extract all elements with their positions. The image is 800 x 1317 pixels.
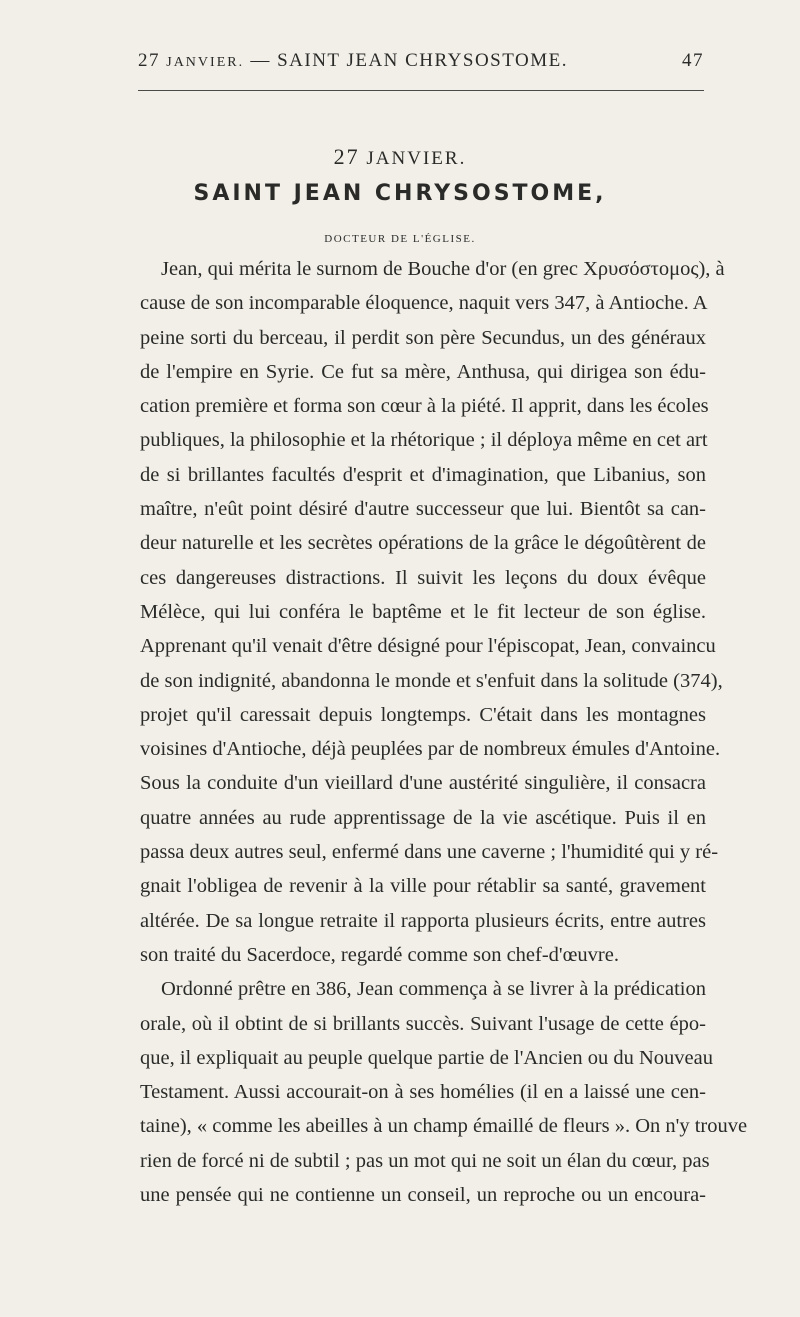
text-line: Sous la conduite d'un vieillard d'une austérité singulière, il consacra xyxy=(140,772,706,795)
text-line: une pensée qui ne contienne un conseil, un reproche ou un encoura- xyxy=(140,1184,706,1207)
text-line: orale, où il obtint de si brillants succès. Suivant l'usage de cette épo- xyxy=(140,1012,706,1035)
feast-date xyxy=(0,144,800,170)
page-number: 47 xyxy=(682,50,704,71)
text-line: Jean, qui mérita le surnom de Bouche d'or (en grec Χρυσόστομος), à xyxy=(161,258,725,280)
running-head-date-number: 27 xyxy=(138,50,160,71)
running-head-title xyxy=(138,50,682,72)
text-line: Mélèce, qui lui conféra le baptême et le fit lecteur de son église. xyxy=(140,600,706,623)
text-line: maître, n'eût point désiré d'autre successeur que lui. Bientôt sa can- xyxy=(140,498,706,521)
text-line: de l'empire en Syrie. Ce fut sa mère, Anthusa, qui dirigea son édu- xyxy=(140,360,706,383)
header-rule xyxy=(138,90,704,91)
text-line: son traité du Sacerdoce, regardé comme son chef-d'œuvre. xyxy=(140,943,619,966)
text-line: peine sorti du berceau, il perdit son père Secundus, un des généraux xyxy=(140,326,706,349)
text-line: voisines d'Antioche, déjà peuplées par de nombreux émules d'Antoine. xyxy=(140,738,721,761)
text-line: projet qu'il caressait depuis longtemps. C'était dans les montagnes xyxy=(140,703,706,726)
text-line: que, il expliquait au peuple quelque partie de l'Ancien ou du Nouveau xyxy=(140,1046,713,1069)
running-head-separator: — xyxy=(250,50,271,71)
saint-title: SAINT JEAN CHRYSOSTOME, xyxy=(193,181,607,206)
text-line: Testament. Aussi accourait-on à ses homélies (il en a laissé une cen- xyxy=(140,1081,706,1104)
running-head xyxy=(138,50,704,72)
text-line: cation première et forma son cœur à la piété. Il apprit, dans les écoles xyxy=(140,395,709,418)
text-line: ces dangereuses distractions. Il suivit les leçons du doux évêque xyxy=(140,566,706,589)
text-line: taine), « comme les abeilles à un champ émaillé de fleurs ». On n'y trouve xyxy=(140,1115,748,1138)
running-head-date-month: JANVIER. xyxy=(166,55,245,70)
text-line: rien de forcé ni de subtil ; pas un mot qui ne soit un élan du cœur, pas xyxy=(140,1149,710,1172)
text-line: altérée. De sa longue retraite il rapporta plusieurs écrits, entre autres xyxy=(140,909,706,932)
feast-date-month: JANVIER. xyxy=(366,148,467,169)
text-line: cause de son incomparable éloquence, naquit vers 347, à Antioche. A xyxy=(140,292,708,315)
text-line: Apprenant qu'il venait d'être désigné pour l'épiscopat, Jean, convaincu xyxy=(140,635,716,658)
text-line: quatre années au rude apprentissage de la vie ascétique. Puis il en xyxy=(140,806,706,829)
text-line: Ordonné prêtre en 386, Jean commença à se livrer à la prédication xyxy=(161,978,706,1001)
text-line: deur naturelle et les secrètes opérations de la grâce le dégoûtèrent de xyxy=(140,532,706,555)
text-line: gnait l'obligea de revenir à la ville pour rétablir sa santé, gravement xyxy=(140,875,706,898)
text-line: publiques, la philosophie et la rhétorique ; il déploya même en cet art xyxy=(140,429,708,452)
saint-subtitle: DOCTEUR DE L'ÉGLISE. xyxy=(324,233,476,245)
text-line: de son indignité, abandonna le monde et s'enfuit dans la solitude (374), xyxy=(140,669,723,692)
running-head-saint: SAINT JEAN CHRYSOSTOME. xyxy=(277,50,568,71)
feast-date-number: 27 xyxy=(333,144,360,169)
text-line: passa deux autres seul, enfermé dans une caverne ; l'humidité qui y ré- xyxy=(140,841,719,864)
text-line: de si brillantes facultés d'esprit et d'imagination, que Libanius, son xyxy=(140,463,706,486)
body-text xyxy=(140,252,748,1212)
